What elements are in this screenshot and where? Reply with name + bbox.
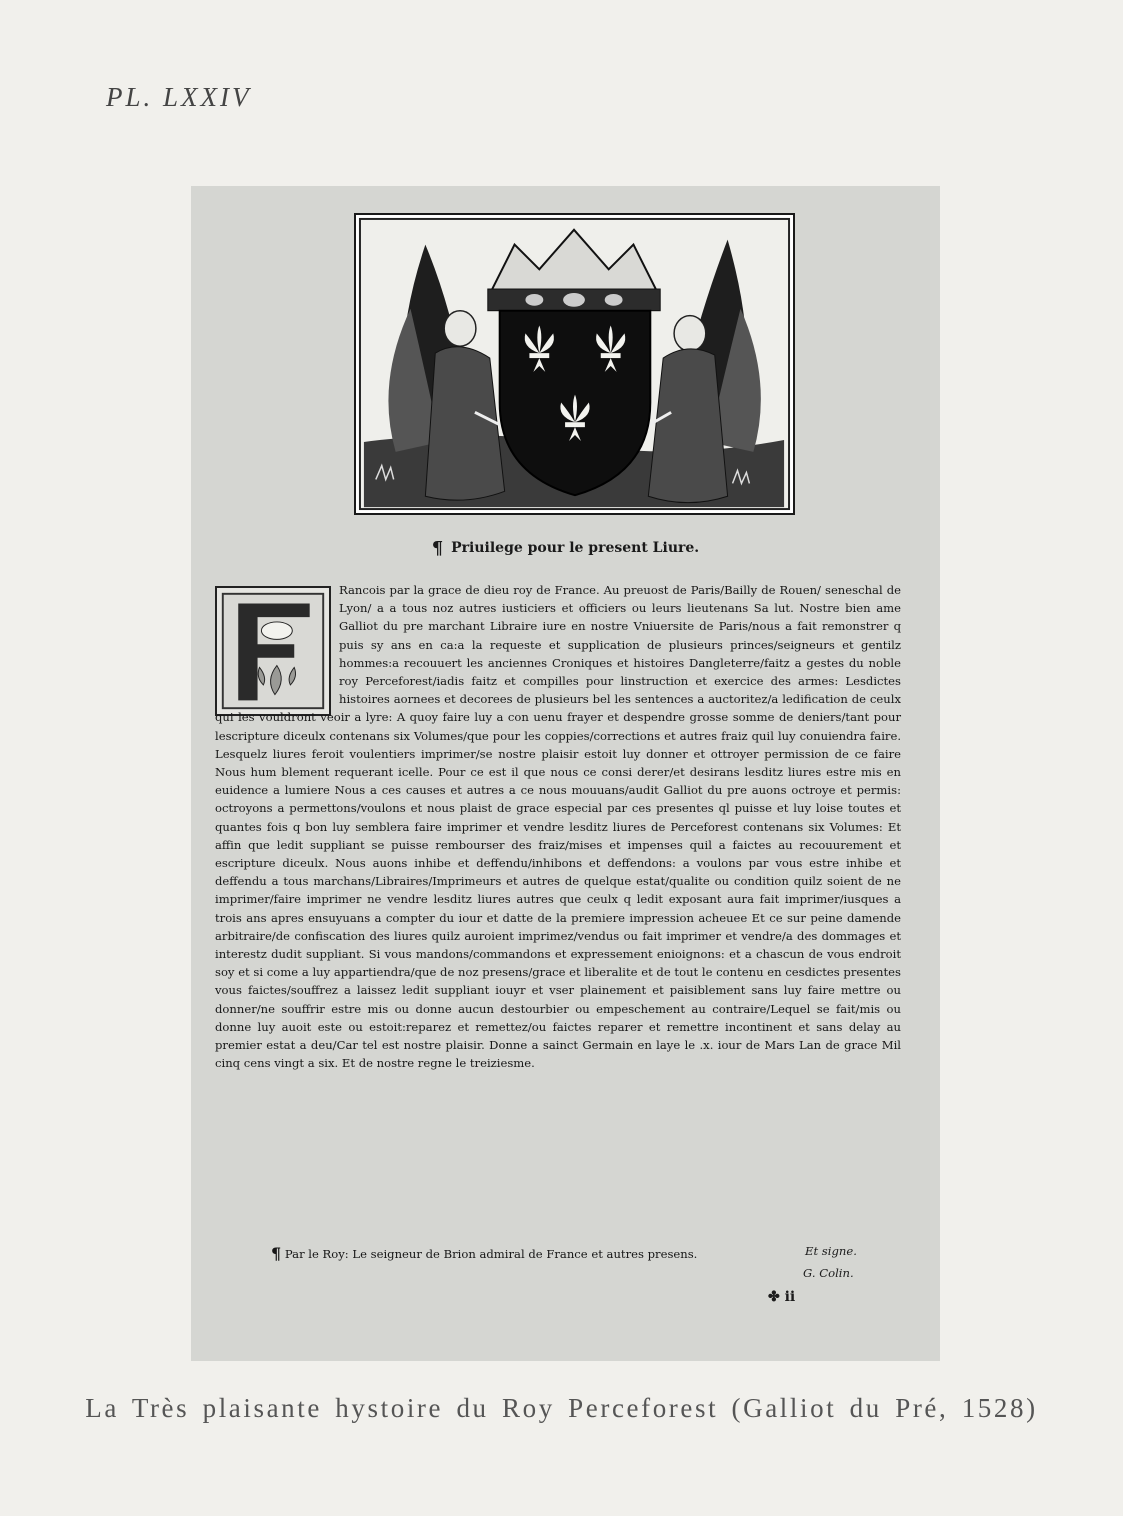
privilege-paragraph: Rancois par la grace de dieu roy de France. Au preuost de Paris/Bailly de Rouen/ seneschal de Lyon/ a a tous noz autres iusticiers et officiers ou leurs lieutenans Sa lut. Nostre bien ame Galliot du pre marchant Libraire iure en nostre Vniuersite de Paris/nous a fait remonstrer q puis sy ans en ca:a la requeste et supplication de plusieurs princes/seigneurs et gentilz hommes:a recouuert les anciennes Croniques et histoires Dangleterre/faitz a gestes du noble roy Perceforest/iadis faitz et compilles pour linstruction et exercice des armes: Lesdictes histoires aornees et decorees de plusieurs bel les sentences a auctoritez/a ledification de ceulx qui les vouldront veoir a lyre: A quoy faire luy a con uenu frayer et despendre grosse somme de deniers/tant pour lescripture diceulx contenans six Volumes/que pour les coppies/corrections et autres fraiz quil luy conuiendra faire. Lesquelz liures feroit voulentiers imprimer/se nostre plaisir estoit luy donner et ottroyer permission de ce faire Nous hum blement requerant icelle. Pour ce est il que nous ce consi derer/et desirans lesditz liures estre mis en euidence a lumiere Nous a ces causes et autres a ce nous mouuans/audit Galliot du pre auons octroye et permis: octroyons a permettons/voulons et nous plaist de grace especial par ces presentes ql puisse et luy loise toutes et quantes fois q bon luy semblera faire imprimer et vendre lesditz liures de Perceforest contenans six Volumes: Et affin que ledit suppliant se puisse rembourser des fraiz/mises et impenses quil a faictes au recouurement et escripture diceulx. Nous auons inhibe et deffendu/inhibons et deffendons: a voulons par vous estre inhibe et deffendu a tous marchans/Libraires/Imprimeurs et autres de quelque estat/qualite ou condition quilz soient de ne imprimer/faire imprimer ne vendre lesditz liures autres que ceulx q ledit exposant aura fait imprimer/iusques a trois ans apres ensuyuans a compter du iour et datte de la premiere impression acheuee Et ce sur peine damende arbitraire/de confiscation des liures quilz auroient imprimez/vendus ou fait imprimer et vendre/a des dommages et interestz dudit suppliant. Si vous mandons/commandons et expressement enioignons: et a chascun de vous endroit soy et si come a luy appartiendra/que de noz presens/grace et liberalite et de tout le contenu en cesdictes presentes vous faictes/souffrez a laissez ledit suppliant iouyr et vser plainement et paisiblement sans luy faire mettre ou donner/ne souffrir estre mis ou donne aucun destourbier ou empeschement au contraire/Lequel se fait/mis ou donne luy auoit este ou estoit:reparez et remettez/ou faictes reparer et remettre incontinent et sans delay au premier estat a deu/Car tel est nostre plaisir. Donne a sainct Germain en laye le .x. iour de Mars Lan de grace Mil cinq cens vingt a six. Et de nostre regne le treiziesme. (215, 583, 901, 1071)
signature-line-text: Par le Roy: Le seigneur de Brion admiral de France et autres presens. (284, 1247, 698, 1261)
royal-arms-woodcut (354, 213, 795, 515)
et-signe: Et signe. (805, 1244, 857, 1258)
pilcrow-mark: ¶ (431, 538, 444, 559)
privilege-heading (191, 538, 940, 559)
privilege-body (215, 581, 901, 1072)
printer-mark: ✤ ii (768, 1289, 796, 1305)
pilcrow-mark: ¶ (271, 1244, 282, 1263)
royal-arms-fleur-de-lis-with-angels-icon (356, 215, 793, 513)
initial-spacer (215, 581, 339, 705)
privilege-heading-text: Priuilege pour le present Liure. (451, 540, 700, 556)
plate-number: PL. LXXIV (106, 82, 252, 112)
plate-caption: La Très plaisante hystoire du Roy Perceforest (Galliot du Pré, 1528) (85, 1393, 1038, 1423)
royal-signature-line (271, 1244, 697, 1263)
signatory-name: G. Colin. (803, 1266, 854, 1280)
facsimile-plate (191, 186, 940, 1361)
